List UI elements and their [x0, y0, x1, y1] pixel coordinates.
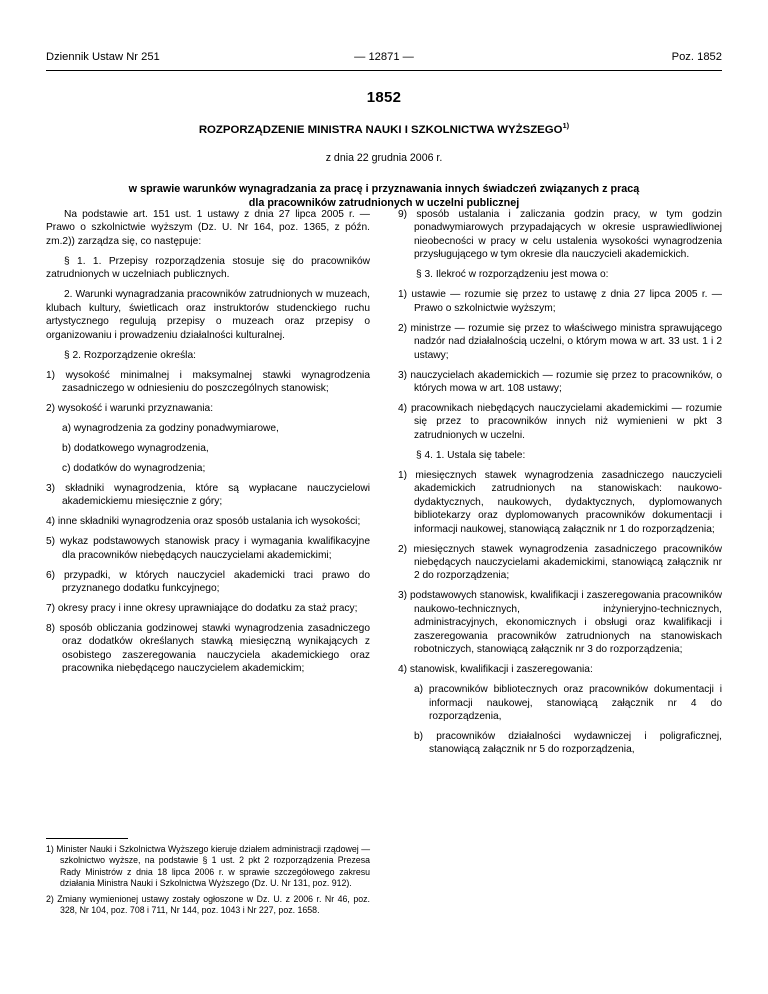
header-left: Dziennik Ustaw Nr 251 — [46, 51, 160, 63]
list-item: 6) przypadki, w których nauczyciel akademicki traci prawo do przyznanego dodatku funkcyjnego; — [46, 569, 370, 594]
paragraph: 2. Warunki wynagradzania pracowników zatrudnionych w muzeach, klubach kultury, świetlicach oraz instruktorów studenckiego ruchu artystycznego regulują przepisy o muzeach oraz przepisy o organizowaniu i prowadzeniu działalności kulturalnej. — [46, 289, 370, 341]
list-item: a) pracowników bibliotecznych oraz pracowników dokumentacji i informacji naukowej, stanowiącą załącznik nr 4 do rozporządzenia, — [414, 684, 722, 722]
document-number: 1852 — [366, 89, 402, 106]
header-page-number: — 12871 — — [354, 51, 414, 63]
footnotes — [46, 838, 370, 921]
list-item: 2) ministrze — rozumie się przez to właściwego ministra sprawującego nadzór nad działalnością uczelni, o którym mowa w art. 33 ust. 1 i 2 ustawy; — [398, 322, 722, 361]
left-column — [46, 208, 370, 763]
list-item: 2) miesięcznych stawek wynagrodzenia zasadniczego pracowników niebędących nauczycielami akademickimi, stanowiącą załącznik nr 2 do rozporządzenia; — [398, 543, 722, 582]
footnote-item: 2) Zmiany wymienionej ustawy zostały ogłoszone w Dz. U. z 2006 r. Nr 46, poz. 328, Nr 104, poz. 708 i 711, Nr 144, poz. 1043 i Nr 227, poz. 1658. — [46, 893, 370, 916]
paragraph: § 2. Rozporządzenie określa: — [64, 349, 196, 361]
list-item: 3) składniki wynagrodzenia, które są wypłacane nauczycielowi akademickiemu miesięcznie z góry; — [46, 482, 370, 508]
list-item: 9) sposób ustalania i zaliczania godzin pracy, w tym godzin ponadwymiarowych przypadających w okresie usprawiedliwionej nieobecności w pracy w celu ustalenia wysokości wynagrodzenia przysługującego w tym okresie dla nauczycieli akademickich. — [398, 209, 722, 261]
paragraph: § 1. 1. Przepisy rozporządzenia stosuje się do pracowników zatrudnionych w uczelniach publicznych. — [46, 255, 370, 281]
document-title-footnote-marker: 1) — [562, 120, 570, 130]
list-item: 2) wysokość i warunki przyznawania: — [46, 402, 214, 414]
list-item: 3) nauczycielach akademickich — rozumie się przez to pracowników, o których mowa w art. 108 ustawy; — [398, 369, 722, 394]
body-columns — [46, 208, 722, 763]
list-item: 3) podstawowych stanowisk, kwalifikacji i zaszeregowania pracowników naukowo-technicznych, inżynieryjno-technicznych, administracyjnych, ekonomicznych i obsługi oraz kwalifikacji i zaszeregowania pracowników zatrudnionych na stanowiskach robotniczych, stanowiącą załącznik nr 3 do rozporządzenia; — [398, 590, 722, 656]
list-item: 1) ustawie — rozumie się przez to ustawę z dnia 27 lipca 2005 r. — Prawo o szkolnictwie wyższym; — [398, 289, 722, 314]
list-item: b) pracowników działalności wydawniczej i poligraficznej, stanowiącą załącznik nr 5 do rozporządzenia, — [414, 730, 722, 756]
document-date: z dnia 22 grudnia 2006 r. — [325, 151, 443, 164]
document-title-text: ROZPORZĄDZENIE MINISTRA NAUKI I SZKOLNICTWA WYŻSZEGO — [198, 123, 563, 136]
paragraph: Na podstawie art. 151 ust. 1 ustawy z dnia 27 lipca 2005 r. — Prawo o szkolnictwie wyższym (Dz. U. Nr 164, poz. 1365, z późn. zm.2)) zarządza się, co następuje: — [46, 209, 370, 247]
list-item: 1) miesięcznych stawek wynagrodzenia zasadniczego nauczycieli akademickich zatrudnionych na stanowiskach: naukowo-dydaktycznych, naukowych, dydaktycznych, dyplomowanych bibliotekarzy oraz dyplomowanych pracowników dokumentacji i informacji naukowej, stanowiącą załącznik nr 1 do rozporządzenia; — [398, 469, 722, 535]
header-right: Poz. 1852 — [671, 51, 722, 63]
list-item: 4) inne składniki wynagrodzenia oraz sposób ustalania ich wysokości; — [46, 516, 361, 528]
title-block — [46, 88, 722, 211]
document-subject-line-2: dla pracowników zatrudnionych w uczelni publicznej — [248, 197, 520, 210]
right-column — [398, 208, 722, 763]
list-item: a) wynagrodzenia za godziny ponadwymiarowe, — [62, 422, 279, 434]
document-title — [46, 121, 722, 138]
document-subject — [46, 182, 722, 211]
page-header — [46, 50, 722, 71]
list-item: 4) stanowisk, kwalifikacji i zaszeregowania: — [398, 664, 593, 676]
footnote-separator — [46, 838, 128, 839]
list-item: 1) wysokość minimalnej i maksymalnej stawki wynagrodzenia zasadniczego w odniesieniu do poszczególnych stanowisk; — [46, 369, 370, 394]
list-item: 5) wykaz podstawowych stanowisk pracy i wymagania kwalifikacyjne dla pracowników niebędących nauczycielami akademickimi; — [46, 536, 370, 561]
list-item: 4) pracownikach niebędących nauczycielami akademickimi — rozumie się przez to pracowników innych niż wymienieni w pkt 3 zatrudnionych w uczelni. — [398, 402, 722, 441]
list-item: b) dodatkowego wynagrodzenia, — [62, 442, 209, 454]
footnote-item: 1) Minister Nauki i Szkolnictwa Wyższego kieruje działem administracji rządowej — szkolnictwo wyższe, na podstawie § 1 ust. 2 pkt 2 rozporządzenia Prezesa Rady Ministrów z dnia 18 lipca 2006 r. w sprawie szczegółowego zakresu działania Ministra Nauki i Szkolnictwa Wyższego (Dz. U. Nr 131, poz. 912). — [46, 844, 370, 889]
list-item: 8) sposób obliczania godzinowej stawki wynagrodzenia zasadniczego oraz dodatków określanych stawką miesięczną wynikających z osobistego zaszeregowania nauczyciela akademickiego oraz pracownika niebędącego nauczycielem akademickim; — [46, 622, 370, 675]
paragraph: § 3. Ilekroć w rozporządzeniu jest mowa o: — [416, 269, 609, 281]
document-subject-line-1: w sprawie warunków wynagradzania za pracę i przyznawania innych świadczeń związanych z pracą — [128, 182, 640, 195]
list-item: c) dodatków do wynagrodzenia; — [62, 462, 206, 474]
paragraph: § 4. 1. Ustala się tabele: — [416, 449, 526, 461]
list-item: 7) okresy pracy i inne okresy uprawniające do dodatku za staż pracy; — [46, 602, 358, 614]
